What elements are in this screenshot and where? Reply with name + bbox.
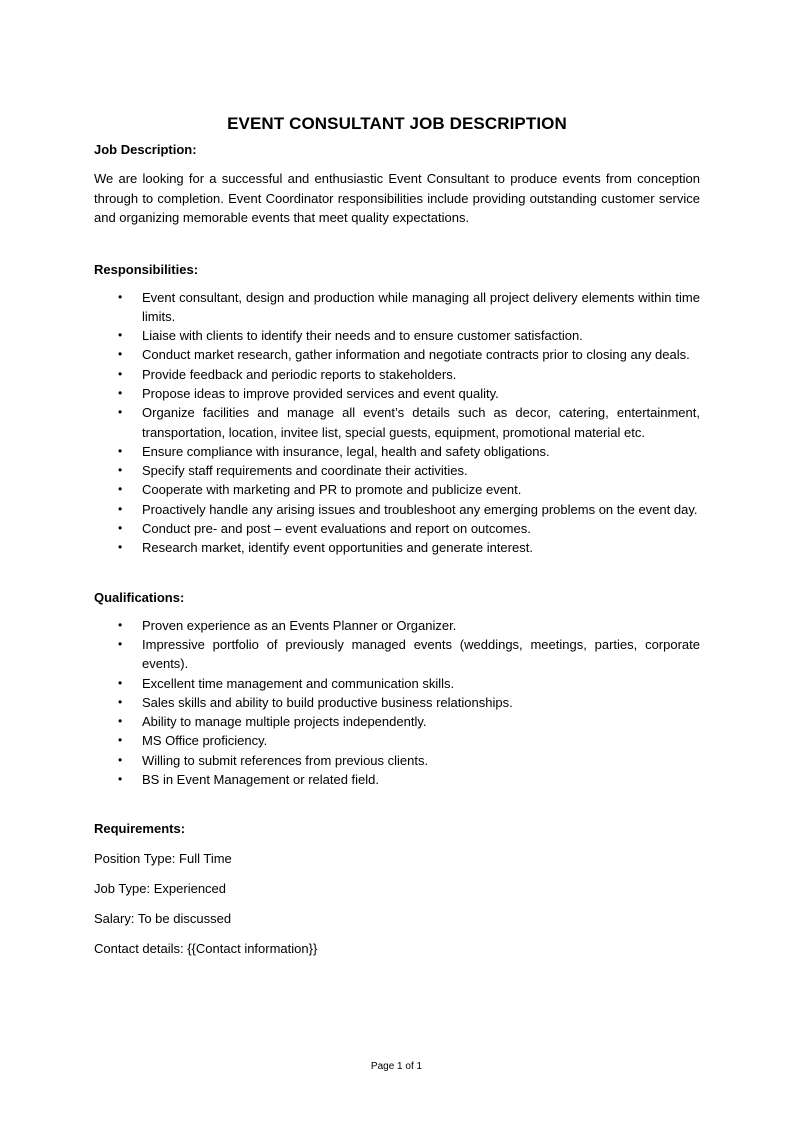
list-item bbox=[94, 326, 700, 345]
qualifications-list bbox=[94, 616, 700, 790]
list-item-text: Conduct pre- and post – event evaluations and report on outcomes. bbox=[142, 521, 531, 537]
bullet-icon: • bbox=[118, 366, 123, 381]
bullet-icon: • bbox=[118, 617, 123, 632]
list-item-text: Event consultant, design and production while managing all project delivery elements within time limits. bbox=[142, 289, 700, 324]
list-item-text: Ensure compliance with insurance, legal, health and safety obligations. bbox=[142, 443, 550, 459]
list-item-text: Cooperate with marketing and PR to promote and publicize event. bbox=[142, 482, 522, 498]
list-item bbox=[94, 770, 700, 789]
list-item bbox=[94, 693, 700, 712]
list-item bbox=[94, 365, 700, 384]
bullet-icon: • bbox=[118, 405, 123, 420]
list-item bbox=[94, 712, 700, 731]
bullet-icon: • bbox=[118, 289, 123, 304]
list-item bbox=[94, 538, 700, 557]
bullet-icon: • bbox=[118, 482, 123, 497]
list-item-text: MS Office proficiency. bbox=[142, 733, 268, 749]
bullet-icon: • bbox=[118, 347, 123, 362]
bullet-icon: • bbox=[118, 540, 123, 555]
list-item-text: Specify staff requirements and coordinate their activities. bbox=[142, 463, 468, 479]
bullet-icon: • bbox=[118, 772, 123, 787]
requirements-heading: Requirements: bbox=[94, 821, 186, 837]
list-item-text: Research market, identify event opportunities and generate interest. bbox=[142, 540, 533, 556]
responsibilities-section bbox=[94, 260, 700, 558]
list-item-text: Conduct market research, gather information and negotiate contracts prior to closing any deals. bbox=[142, 347, 690, 363]
responsibilities-heading: Responsibilities: bbox=[94, 261, 199, 277]
list-item bbox=[94, 480, 700, 499]
job-description-section bbox=[94, 140, 700, 228]
qualifications-section bbox=[94, 588, 700, 790]
list-item bbox=[94, 345, 700, 364]
list-item bbox=[94, 442, 700, 461]
list-item-text: Sales skills and ability to build productive business relationships. bbox=[142, 694, 513, 710]
list-item bbox=[94, 635, 700, 674]
bullet-icon: • bbox=[118, 733, 123, 748]
bullet-icon: • bbox=[118, 501, 123, 516]
list-item bbox=[94, 751, 700, 770]
list-item-text: Provide feedback and periodic reports to stakeholders. bbox=[142, 366, 457, 382]
bullet-icon: • bbox=[118, 694, 123, 709]
salary: Salary: To be discussed bbox=[94, 911, 232, 927]
bullet-icon: • bbox=[118, 385, 123, 400]
list-item bbox=[94, 500, 700, 519]
contact-details: Contact details: {{Contact information}} bbox=[94, 941, 318, 957]
document-body bbox=[94, 112, 700, 959]
list-item bbox=[94, 403, 700, 442]
page-number: Page 1 of 1 bbox=[370, 1061, 423, 1072]
list-item bbox=[94, 519, 700, 538]
list-item-text: Organize facilities and manage all event’s details such as decor, catering, entertainment, transportation, location, invitee list, special guests, equipment, promotional material etc. bbox=[142, 405, 700, 440]
page-footer bbox=[0, 1060, 793, 1074]
list-item-text: Ability to manage multiple projects independently. bbox=[142, 714, 427, 730]
list-item bbox=[94, 288, 700, 327]
bullet-icon: • bbox=[118, 463, 123, 478]
list-item bbox=[94, 731, 700, 750]
requirements-section bbox=[94, 819, 700, 959]
bullet-icon: • bbox=[118, 328, 123, 343]
bullet-icon: • bbox=[118, 443, 123, 458]
document-title: EVENT CONSULTANT JOB DESCRIPTION bbox=[227, 114, 567, 133]
responsibilities-list bbox=[94, 288, 700, 558]
job-description-heading: Job Description: bbox=[94, 142, 197, 157]
list-item-text: BS in Event Management or related field. bbox=[142, 772, 380, 788]
bullet-icon: • bbox=[118, 752, 123, 767]
bullet-icon: • bbox=[118, 636, 123, 651]
qualifications-heading: Qualifications: bbox=[94, 589, 185, 605]
list-item-text: Excellent time management and communication skills. bbox=[142, 675, 455, 691]
bullet-icon: • bbox=[118, 675, 123, 690]
job-description-text: We are looking for a successful and enthusiastic Event Consultant to produce events from conception through to completion. Event Coordinator responsibilities include providing outstanding customer service and organizing memorable events that meet quality expectations. bbox=[94, 171, 700, 225]
list-item bbox=[94, 461, 700, 480]
list-item-text: Liaise with clients to identify their needs and to ensure customer satisfaction. bbox=[142, 328, 583, 344]
list-item bbox=[94, 616, 700, 635]
list-item-text: Willing to submit references from previous clients. bbox=[142, 752, 429, 768]
list-item bbox=[94, 384, 700, 403]
list-item-text: Impressive portfolio of previously managed events (weddings, meetings, parties, corporate events). bbox=[142, 636, 700, 672]
bullet-icon: • bbox=[118, 714, 123, 729]
list-item-text: Proven experience as an Events Planner or Organizer. bbox=[142, 617, 457, 633]
job-type: Job Type: Experienced bbox=[94, 881, 227, 897]
bullet-icon: • bbox=[118, 521, 123, 536]
list-item-text: Proactively handle any arising issues and troubleshoot any emerging problems on the event day. bbox=[142, 501, 698, 517]
list-item-text: Propose ideas to improve provided services and event quality. bbox=[142, 385, 499, 401]
position-type: Position Type: Full Time bbox=[94, 851, 232, 867]
list-item bbox=[94, 674, 700, 693]
